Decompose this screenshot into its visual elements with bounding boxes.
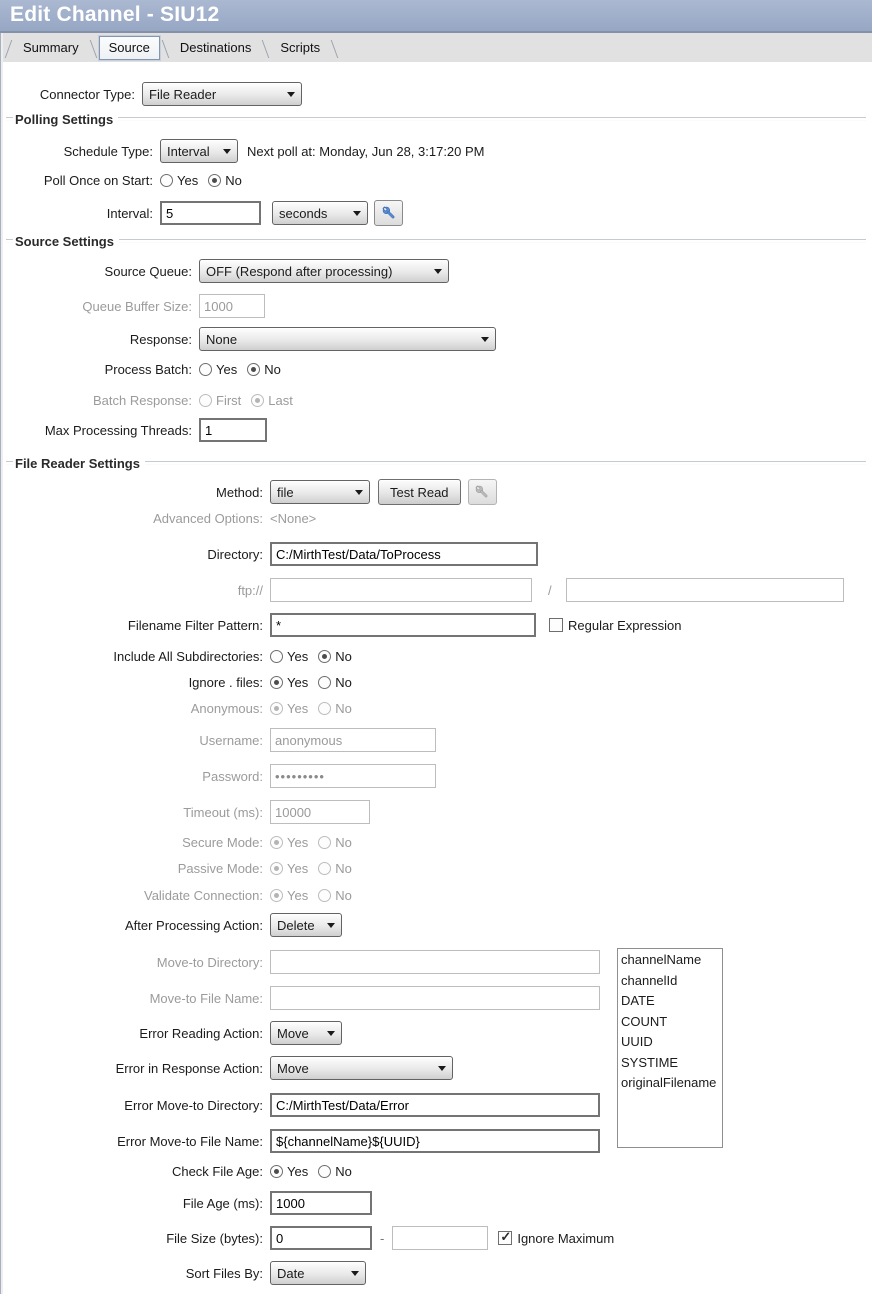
advanced-options-label: Advanced Options: (153, 511, 263, 526)
row-error-move-to-directory (0, 1093, 866, 1117)
secure-mode-no-text: No (335, 835, 352, 850)
anonymous-yes-text: Yes (287, 701, 309, 716)
source-queue-select[interactable] (199, 259, 449, 283)
method-label: Method: (216, 484, 263, 500)
error-response-action-select[interactable] (270, 1056, 453, 1080)
tab-summary[interactable]: Summary (23, 39, 79, 55)
timeout-input (270, 800, 370, 824)
check-file-age-no-text: No (335, 1164, 352, 1179)
file-size-range-dash: - (380, 1230, 385, 1246)
chevron-down-icon (287, 92, 295, 97)
row-error-move-to-file-name (0, 1129, 866, 1153)
interval-advanced-settings-button[interactable] (374, 200, 403, 226)
anonymous-yes-radio (270, 702, 283, 715)
file-age-label: File Age (ms): (182, 1195, 263, 1211)
chevron-down-icon (327, 923, 335, 928)
row-advanced-options (0, 511, 866, 526)
timeout-label: Timeout (ms): (183, 804, 263, 820)
row-username (0, 728, 866, 752)
tab-scripts[interactable]: Scripts (280, 39, 321, 55)
row-passive-mode (0, 861, 866, 876)
file-size-label: File Size (bytes): (166, 1230, 263, 1246)
file-size-max-input (392, 1226, 488, 1250)
file-age-input[interactable] (270, 1191, 372, 1215)
batch-response-label: Batch Response: (92, 393, 192, 408)
include-subdirs-label: Include All Subdirectories: (113, 649, 263, 664)
row-connector-type (0, 82, 866, 106)
schedule-type-value: Interval (167, 143, 210, 159)
process-batch-no-text: No (264, 362, 281, 377)
variable-list-item[interactable]: channelName (621, 952, 702, 967)
username-input (270, 728, 436, 752)
legend-line (119, 239, 866, 243)
sort-files-by-value: Date (277, 1265, 305, 1281)
row-move-to-file-name (0, 986, 866, 1010)
anonymous-label: Anonymous: (190, 701, 263, 716)
password-input (270, 764, 436, 788)
row-error-response-action (0, 1056, 866, 1080)
row-file-age (0, 1191, 866, 1215)
move-to-directory-input (270, 950, 600, 974)
error-move-to-file-name-input[interactable] (270, 1129, 600, 1153)
tab-strip (0, 33, 872, 62)
row-validate-connection (0, 888, 866, 903)
interval-unit-value: seconds (279, 205, 328, 221)
include-subdirs-yes-radio[interactable] (270, 650, 283, 663)
process-batch-label: Process Batch: (104, 362, 192, 377)
variable-list-item[interactable]: channelId (621, 972, 678, 988)
chevron-down-icon (481, 337, 489, 342)
sort-files-by-label: Sort Files By: (185, 1265, 263, 1281)
validate-connection-no-text: No (335, 888, 352, 903)
response-value: None (206, 331, 238, 347)
move-to-file-name-label: Move-to File Name: (149, 990, 263, 1006)
page-title: Edit Channel - SIU12 (10, 3, 220, 26)
error-move-to-file-name-label: Error Move-to File Name: (117, 1133, 263, 1149)
error-response-action-label: Error in Response Action: (115, 1060, 263, 1076)
legend-title: File Reader Settings (15, 455, 140, 471)
process-batch-yes-text: Yes (216, 362, 238, 377)
process-batch-no-radio[interactable] (247, 363, 260, 376)
dialog-header (0, 0, 872, 33)
directory-label: Directory: (207, 546, 263, 562)
response-label: Response: (129, 331, 192, 347)
validate-connection-no-radio (318, 889, 331, 902)
passive-mode-yes-radio (270, 862, 283, 875)
variable-list-item[interactable]: originalFilename (621, 1075, 717, 1090)
tab-destinations[interactable]: Destinations (179, 39, 252, 55)
error-reading-action-label: Error Reading Action: (139, 1025, 263, 1041)
passive-mode-no-radio (318, 862, 331, 875)
poll-once-yes-text: Yes (177, 173, 199, 188)
connector-type-value: File Reader (149, 86, 217, 102)
ignore-maximum-checkbox[interactable] (498, 1231, 512, 1245)
error-reading-action-value: Move (277, 1025, 309, 1041)
error-move-to-directory-input[interactable] (270, 1093, 600, 1117)
chevron-down-icon (351, 1271, 359, 1276)
row-response (0, 327, 866, 351)
ignore-dot-no-text: No (335, 675, 352, 690)
test-read-button[interactable]: Test Read (378, 479, 461, 505)
after-processing-label: After Processing Action: (124, 917, 263, 933)
method-value: file (277, 484, 294, 500)
legend-tick (6, 239, 13, 243)
wrench-icon (474, 484, 490, 500)
poll-once-no-text: No (225, 173, 242, 188)
max-threads-input[interactable] (199, 418, 267, 442)
interval-unit-select[interactable] (272, 201, 368, 225)
ignore-dot-files-label: Ignore . files: (188, 675, 263, 690)
file-size-min-input[interactable] (270, 1226, 372, 1250)
advanced-options-value: <None> (270, 511, 317, 526)
ignore-dot-no-radio[interactable] (318, 676, 331, 689)
ftp-separator: / (548, 582, 552, 598)
method-advanced-settings-button (468, 479, 497, 505)
batch-response-last-radio (251, 394, 264, 407)
check-file-age-no-radio[interactable] (318, 1165, 331, 1178)
polling-settings-legend (6, 111, 866, 127)
ftp-path-input (566, 578, 844, 602)
row-anonymous (0, 701, 866, 716)
chevron-down-icon (327, 1031, 335, 1036)
wrench-icon (381, 205, 397, 221)
file-reader-settings-legend (6, 455, 866, 471)
row-max-threads (0, 418, 866, 442)
row-interval (0, 200, 866, 226)
interval-label: Interval: (106, 205, 153, 221)
row-schedule-type (0, 139, 866, 163)
batch-response-first-radio (199, 394, 212, 407)
source-queue-value: OFF (Respond after processing) (206, 263, 393, 279)
row-move-to-directory (0, 950, 866, 974)
check-file-age-label: Check File Age: (171, 1164, 263, 1179)
schedule-type-select[interactable] (160, 139, 238, 163)
include-subdirs-no-text: No (335, 649, 352, 664)
batch-response-first-text: First (216, 393, 242, 408)
legend-title: Polling Settings (15, 111, 114, 127)
row-directory (0, 542, 866, 566)
secure-mode-yes-text: Yes (287, 835, 309, 850)
check-file-age-yes-text: Yes (287, 1164, 309, 1179)
row-method (0, 479, 866, 505)
row-timeout (0, 800, 866, 824)
sort-files-by-select[interactable] (270, 1261, 366, 1285)
include-subdirs-no-radio[interactable] (318, 650, 331, 663)
regular-expression-checkbox[interactable] (549, 618, 563, 632)
anonymous-no-text: No (335, 701, 352, 716)
variable-list-item[interactable]: DATE (621, 993, 655, 1008)
check-file-age-yes-radio[interactable] (270, 1165, 283, 1178)
row-process-batch (0, 362, 866, 377)
legend-tick (6, 117, 13, 121)
row-poll-once (0, 173, 866, 188)
queue-buffer-input (199, 294, 265, 318)
row-password (0, 764, 866, 788)
legend-line (118, 117, 866, 121)
row-filename-filter (0, 613, 866, 637)
ignore-dot-yes-text: Yes (287, 675, 309, 690)
filename-filter-input[interactable] (270, 613, 536, 637)
passive-mode-yes-text: Yes (287, 861, 309, 876)
chevron-down-icon (355, 490, 363, 495)
row-error-reading-action (0, 1021, 866, 1045)
max-threads-label: Max Processing Threads: (44, 422, 192, 438)
filename-filter-label: Filename Filter Pattern: (127, 617, 263, 633)
ignore-maximum-label: Ignore Maximum (517, 1230, 615, 1246)
error-move-to-directory-label: Error Move-to Directory: (124, 1097, 263, 1113)
ftp-host-input (270, 578, 532, 602)
source-settings-legend (6, 233, 866, 249)
error-response-action-value: Move (277, 1060, 309, 1076)
variable-list-item[interactable]: COUNT (621, 1013, 668, 1029)
tab-source[interactable]: Source (99, 36, 160, 60)
row-after-processing (0, 913, 866, 937)
legend-line (145, 461, 866, 465)
row-batch-response (0, 393, 866, 408)
interval-input[interactable] (160, 201, 261, 225)
row-file-size (0, 1226, 866, 1250)
validate-connection-yes-text: Yes (287, 888, 309, 903)
regular-expression-label: Regular Expression (568, 617, 682, 633)
poll-once-label: Poll Once on Start: (43, 173, 153, 188)
variable-list-item[interactable]: UUID (621, 1034, 653, 1049)
variable-list-item[interactable]: SYSTIME (621, 1054, 679, 1070)
filename-variable-list[interactable] (617, 948, 723, 1148)
passive-mode-label: Passive Mode: (177, 861, 263, 876)
move-to-file-name-input (270, 986, 600, 1010)
after-processing-value: Delete (277, 917, 315, 933)
ignore-dot-yes-radio[interactable] (270, 676, 283, 689)
move-to-directory-label: Move-to Directory: (156, 954, 263, 970)
secure-mode-yes-radio (270, 836, 283, 849)
source-queue-label: Source Queue: (104, 263, 192, 279)
queue-buffer-label: Queue Buffer Size: (82, 298, 192, 314)
after-processing-select[interactable] (270, 913, 342, 937)
legend-tick (6, 461, 13, 465)
secure-mode-label: Secure Mode: (182, 835, 263, 850)
batch-response-last-text: Last (268, 393, 293, 408)
validate-connection-yes-radio (270, 889, 283, 902)
poll-once-yes-radio[interactable] (160, 174, 173, 187)
chevron-down-icon (223, 149, 231, 154)
process-batch-yes-radio[interactable] (199, 363, 212, 376)
include-subdirs-yes-text: Yes (287, 649, 309, 664)
poll-once-no-radio[interactable] (208, 174, 221, 187)
next-poll-text: Next poll at: Monday, Jun 28, 3:17:20 PM (247, 143, 485, 159)
row-source-queue (0, 259, 866, 283)
legend-title: Source Settings (15, 233, 114, 249)
username-label: Username: (199, 732, 263, 748)
directory-input[interactable] (270, 542, 538, 566)
row-check-file-age (0, 1164, 866, 1179)
row-ftp (0, 578, 866, 602)
row-include-subdirs (0, 649, 866, 664)
row-queue-buffer (0, 294, 866, 318)
chevron-down-icon (438, 1066, 446, 1071)
connector-type-select[interactable] (142, 82, 302, 106)
method-select[interactable] (270, 480, 370, 504)
row-sort-files-by (0, 1261, 866, 1285)
anonymous-no-radio (318, 702, 331, 715)
chevron-down-icon (434, 269, 442, 274)
row-ignore-dot-files (0, 675, 866, 690)
passive-mode-no-text: No (335, 861, 352, 876)
chevron-down-icon (353, 211, 361, 216)
ftp-label: ftp:// (237, 582, 263, 598)
error-reading-action-select[interactable] (270, 1021, 342, 1045)
row-secure-mode (0, 835, 866, 850)
schedule-type-label: Schedule Type: (63, 143, 153, 159)
connector-type-label: Connector Type: (39, 86, 135, 102)
secure-mode-no-radio (318, 836, 331, 849)
password-label: Password: (202, 768, 263, 784)
validate-connection-label: Validate Connection: (143, 888, 263, 903)
response-select[interactable] (199, 327, 496, 351)
